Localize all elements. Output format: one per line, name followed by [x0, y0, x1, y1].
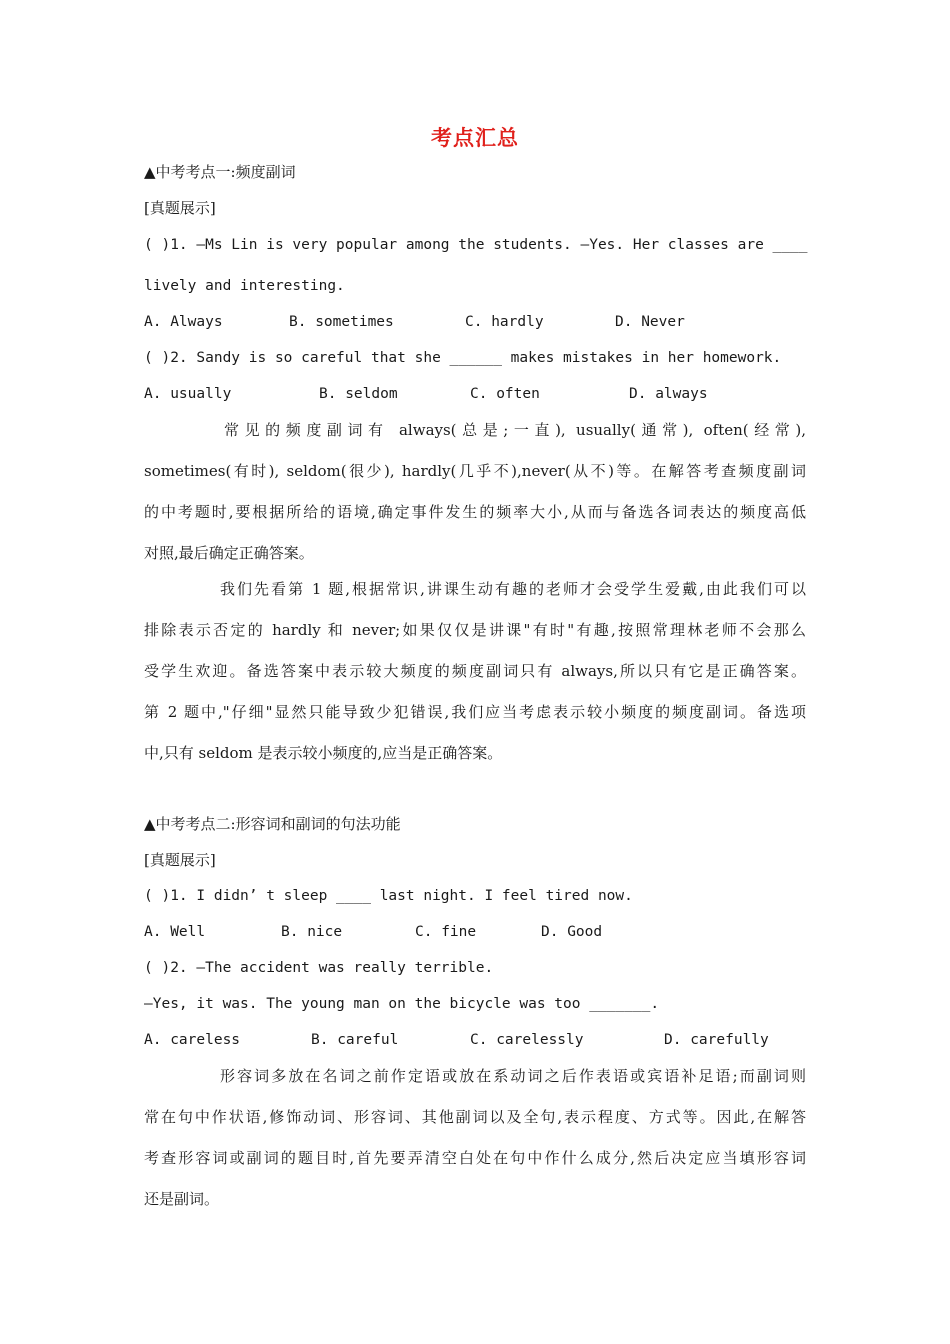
- option-a: A. Always: [144, 314, 223, 330]
- option-b: B. sometimes: [289, 314, 394, 330]
- section1-heading: ▲中考考点一:频度副词: [144, 163, 296, 181]
- s1-question2: ( )2. Sandy is so careful that she ______ makes mistakes in her homework.: [144, 350, 782, 366]
- option-a: A. careless: [144, 1032, 241, 1048]
- paragraph-line: 对照,最后确定正确答案。: [144, 544, 314, 562]
- option-d: D. carefully: [664, 1032, 769, 1048]
- option-b: B. nice: [281, 924, 343, 940]
- s1-question1-options: [144, 312, 744, 332]
- s2-question2-options: [144, 1030, 806, 1050]
- option-c: C. carelessly: [470, 1032, 584, 1048]
- section2-label: [真题展示]: [144, 851, 216, 869]
- paragraph-line: 还是副词。: [144, 1190, 220, 1208]
- s1-question1-line1: ( )1. —Ms Lin is very popular among the students. —Yes. Her classes are ____: [144, 237, 808, 253]
- paragraph-line: 考查形容词或副词的题目时,首先要弄清空白处在句中作什么成分,然后决定应当填形容词: [144, 1149, 806, 1167]
- paragraph-line: 第 2 题中,"仔细"显然只能导致少犯错误,我们应当考虑表示较小频度的频度副词。备选项: [144, 703, 806, 721]
- option-d: D. Never: [615, 314, 685, 330]
- option-b: B. careful: [311, 1032, 399, 1048]
- paragraph-line: 常在句中作状语,修饰动词、形容词、其他副词以及全句,表示程度、方式等。因此,在解答: [144, 1108, 806, 1126]
- s2-question2-line1: ( )2. —The accident was really terrible.: [144, 960, 494, 976]
- option-d: D. Good: [541, 924, 603, 940]
- option-c: C. hardly: [465, 314, 544, 330]
- paragraph-line: 的中考题时,要根据所给的语境,确定事件发生的频率大小,从而与备选各词表达的频度高低: [144, 503, 806, 521]
- page-title: 考点汇总: [431, 125, 519, 150]
- s2-question1: ( )1. I didn’ t sleep ____ last night. I feel tired now.: [144, 888, 633, 904]
- option-c: C. often: [470, 386, 540, 402]
- paragraph-line: 常见的频度副词有 always(总是;一直), usually(通常), often(经常),: [224, 421, 806, 439]
- paragraph-line: 形容词多放在名词之前作定语或放在系动词之后作表语或宾语补足语;而副词则: [220, 1067, 806, 1085]
- section1-label: [真题展示]: [144, 199, 216, 217]
- s1-question1-line2: lively and interesting.: [144, 278, 345, 294]
- section2-heading: ▲中考考点二:形容词和副词的句法功能: [144, 815, 401, 833]
- s2-question2-line2: —Yes, it was. The young man on the bicycle was too _______.: [144, 996, 660, 1012]
- s1-question2-options: [144, 384, 744, 404]
- option-a: A. Well: [144, 924, 206, 940]
- paragraph-line: 受学生欢迎。备选答案中表示较大频度的频度副词只有 always,所以只有它是正确答案。: [144, 662, 806, 680]
- option-a: A. usually: [144, 386, 232, 402]
- s2-question1-options: [144, 922, 744, 942]
- paragraph-line: 排除表示否定的 hardly 和 never;如果仅仅是讲课"有时"有趣,按照常理林老师不会那么: [144, 621, 806, 639]
- option-b: B. seldom: [319, 386, 398, 402]
- paragraph-line: 我们先看第 1 题,根据常识,讲课生动有趣的老师才会受学生爱戴,由此我们可以: [220, 580, 806, 598]
- paragraph-line: sometimes(有时), seldom(很少), hardly(几乎不),never(从不)等。在解答考查频度副词: [144, 462, 806, 480]
- option-c: C. fine: [415, 924, 477, 940]
- paragraph-line: 中,只有 seldom 是表示较小频度的,应当是正确答案。: [144, 744, 503, 762]
- option-d: D. always: [629, 386, 708, 402]
